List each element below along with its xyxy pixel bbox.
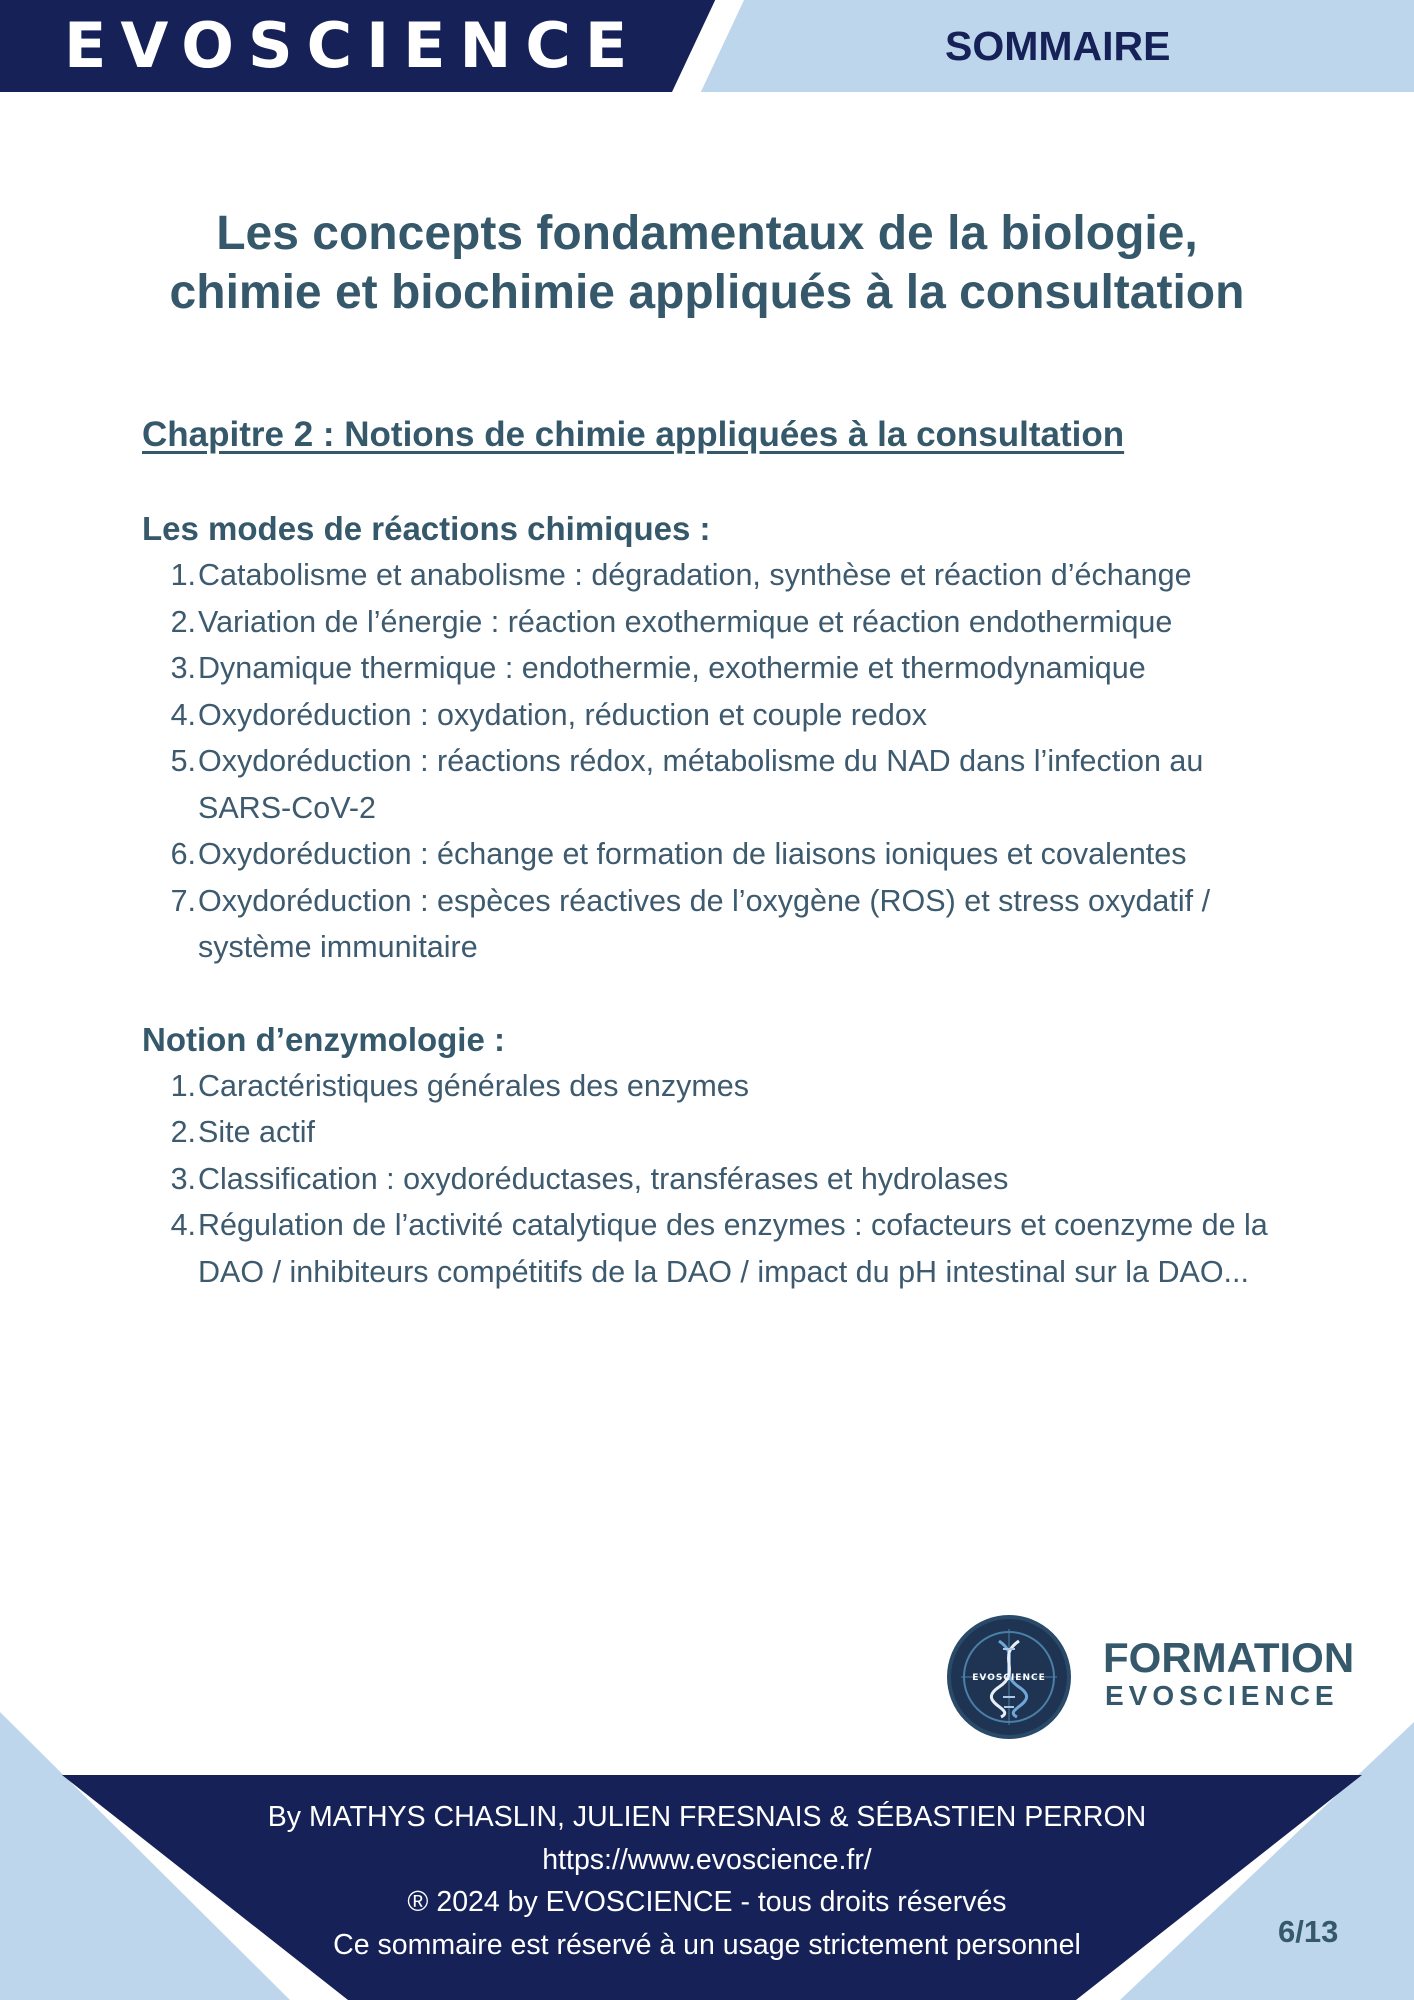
logo-circle-text: EVOSCIENCE	[972, 1673, 1046, 1683]
section-heading: Les modes de réactions chimiques :	[142, 510, 711, 547]
footer-authors: By MATHYS CHASLIN, JULIEN FRESNAIS & SÉBASTIEN PERRON	[267, 1801, 1147, 1833]
page-title	[100, 204, 1314, 322]
footer-notice: Ce sommaire est réservé à un usage strictement personnel	[333, 1928, 1081, 1961]
list-item: 1. Catabolisme et anabolisme : dégradation, synthèse et réaction d’échange	[170, 558, 1192, 592]
section-title: SOMMAIRE	[945, 23, 1171, 69]
list-item: 7. Oxydoréduction : espèces réactives de l’oxygène (ROS) et stress oxydatif / système immunitaire	[170, 883, 1211, 964]
list-item: 2. Variation de l’énergie : réaction exothermique et réaction endothermique	[170, 604, 1173, 639]
section-list	[142, 1063, 1282, 1296]
page-title-line-2: chimie et biochimie appliqués à la consultation	[169, 266, 1245, 319]
list-item: 5. Oxydoréduction : réactions rédox, métabolisme du NAD dans l’infection au SARS-CoV-2	[170, 744, 1204, 825]
footer-url: https://www.evoscience.fr/	[542, 1843, 872, 1876]
formation-label: FORMATION	[1103, 1634, 1355, 1681]
section-heading: Notion d’enzymologie :	[142, 1020, 505, 1058]
list-item: 4. Régulation de l’activité catalytique des enzymes : cofacteurs et coenzyme de la DAO / inhibiteurs compétitifs de la DAO / impact du pH intestinal sur la DAO...	[170, 1208, 1268, 1289]
evoscience-logo	[947, 1615, 1071, 1739]
list-item: 3. Classification : oxydoréductases, transférases et hydrolases	[170, 1161, 1009, 1196]
chapter-heading: Chapitre 2 : Notions de chimie appliquées à la consultation	[142, 415, 1125, 454]
list-item: 1. Caractéristiques générales des enzymes	[170, 1068, 749, 1103]
table-of-contents	[142, 410, 1282, 1295]
list-item: 3. Dynamique thermique : endothermie, exothermie et thermodynamique	[170, 651, 1146, 685]
list-item: 2. Site actif	[170, 1115, 315, 1149]
brand-logo-text: EVOSCIENCE	[64, 9, 642, 82]
footer-copyright: ® 2024 by EVOSCIENCE - tous droits réservés	[407, 1886, 1007, 1918]
list-item: 6. Oxydoréduction : échange et formation de liaisons ioniques et covalentes	[170, 837, 1187, 871]
section-list	[142, 552, 1282, 971]
page-title-line-1: Les concepts fondamentaux de la biologie,	[216, 207, 1198, 260]
footer-text	[0, 1796, 1414, 1966]
page-number: 6/13	[1278, 1914, 1339, 1949]
formation-sub-label: EVOSCIENCE	[1105, 1680, 1339, 1711]
list-item: 4. Oxydoréduction : oxydation, réduction et couple redox	[170, 697, 928, 732]
